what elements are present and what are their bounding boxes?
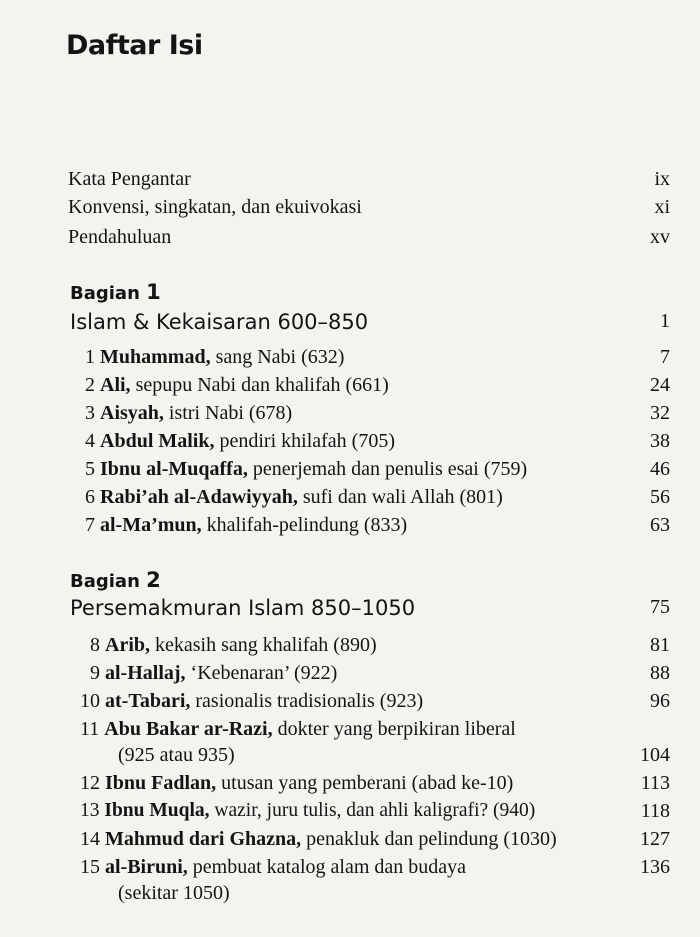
- chapter-desc: pendiri khilafah (705): [219, 430, 395, 452]
- chapter-page: 113: [640, 772, 670, 794]
- chapter-desc: khalifah-pelindung (833): [206, 514, 408, 536]
- chapter-name: Ibnu Muqla,: [104, 800, 210, 821]
- entry-title: Pendahuluan: [68, 226, 172, 248]
- chapter-page: 81: [650, 634, 670, 656]
- chapter-entry[interactable]: [0, 800, 700, 826]
- chapter-desc: sepupu Nabi dan khalifah (661): [135, 374, 389, 396]
- chapter-desc: istri Nabi (678): [168, 402, 293, 424]
- chapter-entry[interactable]: [0, 718, 700, 744]
- page-title: Daftar Isi: [66, 30, 203, 61]
- chapter-entry[interactable]: [0, 458, 700, 484]
- chapter-entry[interactable]: [0, 772, 700, 798]
- chapter-entry[interactable]: [0, 856, 700, 882]
- part-title: Persemakmuran Islam 850–1050: [70, 596, 416, 620]
- chapter-number: 3: [85, 402, 95, 424]
- chapter-number: 7: [85, 514, 95, 536]
- chapter-number: 15: [80, 856, 100, 878]
- chapter-entry[interactable]: [0, 690, 700, 716]
- chapter-desc: wazir, juru tulis, dan ahli kaligrafi? (940): [214, 800, 536, 821]
- chapter-page: 32: [650, 402, 670, 424]
- entry-page: xi: [654, 196, 670, 218]
- chapter-entry[interactable]: [0, 430, 700, 456]
- chapter-name: Mahmud dari Ghazna,: [105, 828, 302, 850]
- chapter-page: 38: [650, 430, 670, 452]
- chapter-desc: ‘Kebenaran’ (922): [190, 662, 338, 684]
- chapter-name: al-Hallaj,: [105, 662, 186, 684]
- chapter-name: al-Ma’mun,: [100, 514, 202, 536]
- entry-page: xv: [650, 226, 670, 248]
- chapter-name: Ibnu Fadlan,: [105, 772, 217, 794]
- chapter-page: 63: [650, 514, 670, 536]
- chapter-number: 14: [80, 828, 100, 850]
- part-label-text: Bagian: [70, 283, 140, 304]
- chapter-entry[interactable]: [0, 634, 700, 660]
- chapter-entry[interactable]: [0, 346, 700, 372]
- chapter-number: 8: [90, 634, 100, 656]
- part-label-text: Bagian: [70, 571, 140, 592]
- part-title-row[interactable]: [0, 310, 700, 336]
- chapter-number: 9: [90, 662, 100, 684]
- part-title-row[interactable]: [0, 596, 700, 622]
- chapter-desc: penakluk dan pelindung (1030): [306, 828, 557, 850]
- toc-entry-front[interactable]: [0, 168, 700, 194]
- chapter-number: 10: [80, 690, 100, 712]
- chapter-page: 46: [650, 458, 670, 480]
- part-page: 1: [660, 310, 670, 332]
- chapter-name: Ali,: [100, 374, 131, 396]
- chapter-desc: utusan yang pemberani (abad ke-10): [221, 772, 514, 794]
- chapter-number: 13: [80, 800, 100, 821]
- chapter-page: 118: [640, 800, 670, 822]
- chapter-name: Muhammad,: [100, 346, 211, 368]
- chapter-number: 1: [85, 346, 95, 368]
- chapter-number: 11: [80, 718, 100, 740]
- chapter-page: 127: [640, 828, 670, 850]
- chapter-number: 2: [85, 374, 95, 396]
- chapter-desc: pembuat katalog alam dan budaya: [192, 856, 467, 878]
- part-number: 1: [146, 280, 161, 304]
- part-number: 2: [146, 568, 161, 592]
- entry-title: Kata Pengantar: [68, 168, 191, 190]
- chapter-number: 6: [85, 486, 95, 508]
- part-label: [70, 568, 161, 592]
- chapter-page: 96: [650, 690, 670, 712]
- chapter-number: 5: [85, 458, 95, 480]
- chapter-name: at-Tabari,: [105, 690, 191, 712]
- chapter-page: 88: [650, 662, 670, 684]
- chapter-name: al-Biruni,: [105, 856, 188, 878]
- part-page: 75: [650, 596, 670, 618]
- chapter-page: 7: [660, 346, 670, 368]
- chapter-name: Rabi’ah al-Adawiyyah,: [100, 486, 298, 508]
- chapter-desc: sang Nabi (632): [215, 346, 345, 368]
- toc-entry-front[interactable]: [0, 196, 700, 222]
- chapter-page: 136: [640, 856, 670, 878]
- chapter-entry[interactable]: [0, 514, 700, 540]
- part-title: Islam & Kekaisaran 600–850: [70, 310, 369, 334]
- chapter-name: Arib,: [105, 634, 150, 656]
- chapter-desc: kekasih sang khalifah (890): [155, 634, 377, 656]
- chapter-page: 56: [650, 486, 670, 508]
- chapter-name: Aisyah,: [100, 402, 164, 424]
- chapter-number: 12: [80, 772, 100, 794]
- chapter-entry[interactable]: [0, 374, 700, 400]
- entry-page: ix: [654, 168, 670, 190]
- chapter-desc: dokter yang berpikiran liberal: [277, 718, 516, 740]
- chapter-number: 4: [85, 430, 95, 452]
- chapter-entry[interactable]: [0, 662, 700, 688]
- chapter-desc-continued: (sekitar 1050): [118, 882, 230, 904]
- chapter-entry[interactable]: [0, 402, 700, 428]
- chapter-entry-continuation[interactable]: [0, 744, 700, 770]
- chapter-desc: sufi dan wali Allah (801): [302, 486, 503, 508]
- chapter-entry-continuation[interactable]: [0, 882, 700, 908]
- entry-title: Konvensi, singkatan, dan ekuivokasi: [68, 196, 362, 218]
- chapter-page: 24: [650, 374, 670, 396]
- chapter-name: Abdul Malik,: [100, 430, 215, 452]
- chapter-entry[interactable]: [0, 828, 700, 854]
- part-label: [70, 280, 161, 304]
- toc-entry-front[interactable]: [0, 226, 700, 252]
- chapter-desc-continued: (925 atau 935): [118, 744, 235, 766]
- chapter-name: Ibnu al-Muqaffa,: [100, 458, 248, 480]
- chapter-name: Abu Bakar ar-Razi,: [104, 718, 273, 740]
- chapter-page: 104: [640, 744, 670, 766]
- chapter-entry[interactable]: [0, 486, 700, 512]
- chapter-desc: rasionalis tradisionalis (923): [195, 690, 424, 712]
- chapter-desc: penerjemah dan penulis esai (759): [252, 458, 528, 480]
